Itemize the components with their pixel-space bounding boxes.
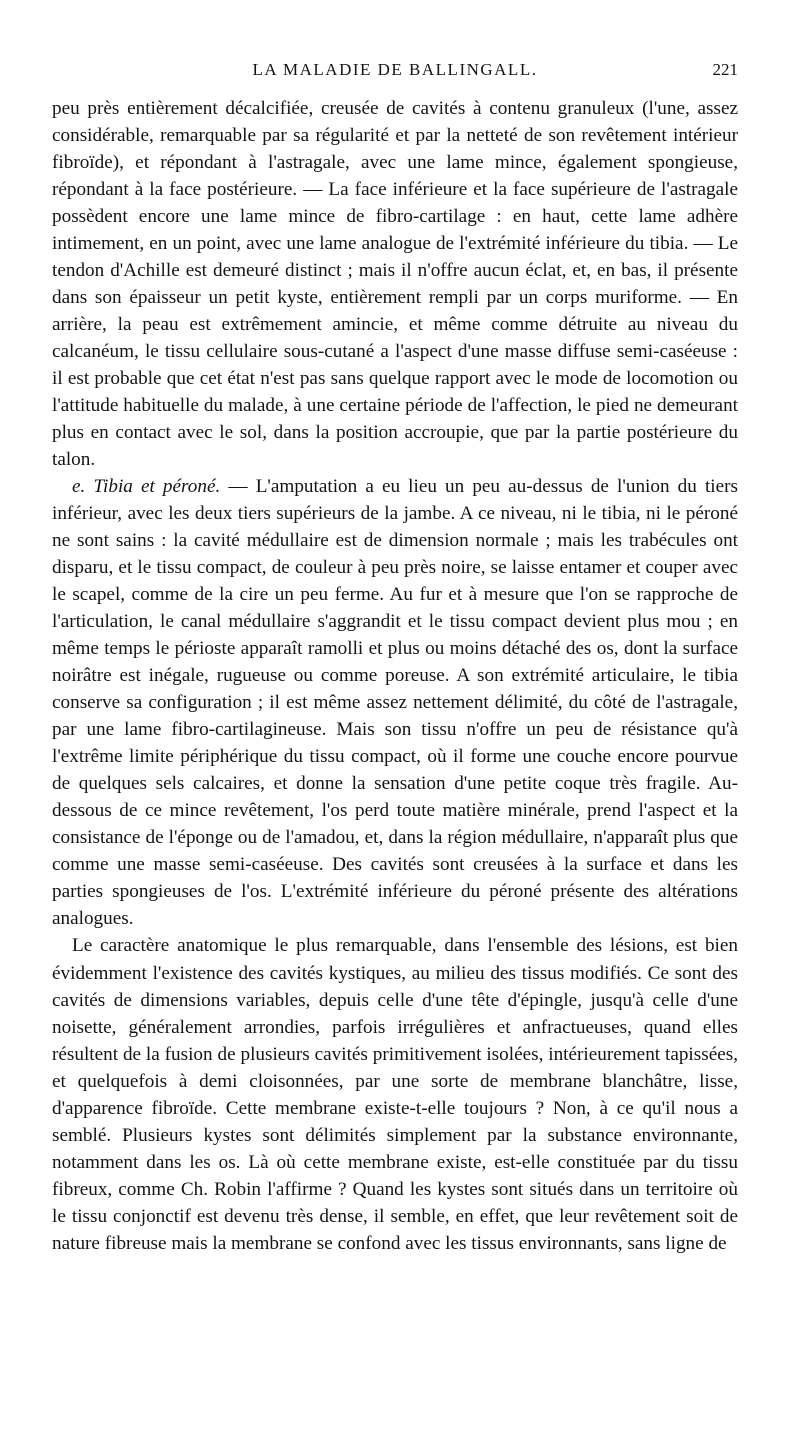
- paragraph-3: [52, 932, 738, 1256]
- page-header: [52, 60, 738, 86]
- paragraph-3-text: Le caractère anatomique le plus remarquable, dans l'ensemble des lésions, est bien évidemment l'existence des cavités kystiques, au milieu des tissus modifiés. Ce sont des cavités de dimensions variables, depuis celle d'une tête d'épingle, jusqu'à celle d'une noisette, généralement arrondies, parfois irrégulières et anfractueuses, quand elles résultent de la fusion de plusieurs cavités primitivement isolées, intérieurement tapissées, et quelquefois à demi cloisonnées, par une sorte de membrane blanchâtre, lisse, d'apparence fibroïde. Cette membrane existe-t-elle toujours ? Non, à ce qu'il nous a semblé. Plusieurs kystes sont délimités simplement par la substance environnante, notamment dans les os. Là où cette membrane existe, est-elle constituée par du tissu fibreux, comme Ch. Robin l'affirme ? Quand les kystes sont situés dans un territoire où le tissu conjonctif est devenu très dense, il semble, en effet, que leur revêtement soit de nature fibreuse mais la membrane se confond avec les tissus environnants, sans ligne de: [52, 935, 738, 1254]
- body-text: [52, 95, 738, 1257]
- running-title: LA MALADIE DE BALLINGALL.: [252, 60, 538, 79]
- section-heading-tibia: e. Tibia et péroné.: [72, 476, 221, 498]
- paragraph-2: [52, 473, 738, 932]
- page-number: 221: [712, 60, 738, 79]
- paragraph-1-text: peu près entièrement décalcifiée, creusée de cavités à contenu granuleux (l'une, assez considérable, remarquable par sa régularité et par la netteté de son revêtement intérieur fibroïde), et répondant à l'astragale, avec une lame mince, également spongieuse, répondant à la face postérieure. — La face inférieure et la face supérieure de l'astragale possèdent encore une lame mince de fibro-cartilage : en haut, cette lame adhère intimement, en un point, avec une lame analogue de l'extrémité inférieure du tibia. — Le tendon d'Achille est demeuré distinct ; mais il n'offre aucun éclat, et, en bas, il présente dans son épaisseur un petit kyste, entièrement rempli par un corps muriforme. — En arrière, la peau est extrêmement amincie, et même comme détruite au niveau du calcanéum, le tissu cellulaire sous-cutané a l'aspect d'une masse diffuse semi-caséeuse : il est probable que cet état n'est pas sans quelque rapport avec le mode de locomotion ou l'attitude habituelle du malade, à une certaine période de l'affection, le pied ne demeurant plus en contact avec le sol, dans la position accroupie, que par la partie postérieure du talon.: [52, 98, 738, 471]
- paragraph-1: [52, 95, 738, 473]
- paragraph-2-text: — L'amputation a eu lieu un peu au-dessus de l'union du tiers inférieur, avec les deux tiers supérieurs de la jambe. A ce niveau, ni le tibia, ni le péroné ne sont sains : la cavité médullaire est de dimension normale ; mais les trabécules ont disparu, et le tissu compact, de couleur à peu près noire, se laisse entamer et couper avec le scapel, comme de la cire un peu ferme. Au fur et à mesure que l'on se rapproche de l'articulation, le canal médullaire s'aggrandit et le tissu compact devient plus mou ; en même temps le périoste apparaît ramolli et plus ou moins détaché des os, dont la surface noirâtre est inégale, rugueuse ou comme poreuse. A son extrémité articulaire, le tibia conserve sa configuration ; il est même assez nettement délimité, du côté de l'astragale, par une lame fibro-cartilagineuse. Mais son tissu n'offre un peu de résistance qu'à l'extrême limite périphérique du tissu compact, où il forme une couche encore pourvue de quelques sels calcaires, et donne la sensation d'une petite coque très fragile. Au-dessous de ce mince revêtement, l'os perd toute matière minérale, prend l'aspect et la consistance de l'éponge ou de l'amadou, et, dans la région médullaire, n'apparaît plus que comme une masse semi-caséeuse. Des cavités sont creusées à la surface et dans les parties spongieuses de l'os. L'extrémité inférieure du péroné présente des altérations analogues.: [52, 476, 738, 930]
